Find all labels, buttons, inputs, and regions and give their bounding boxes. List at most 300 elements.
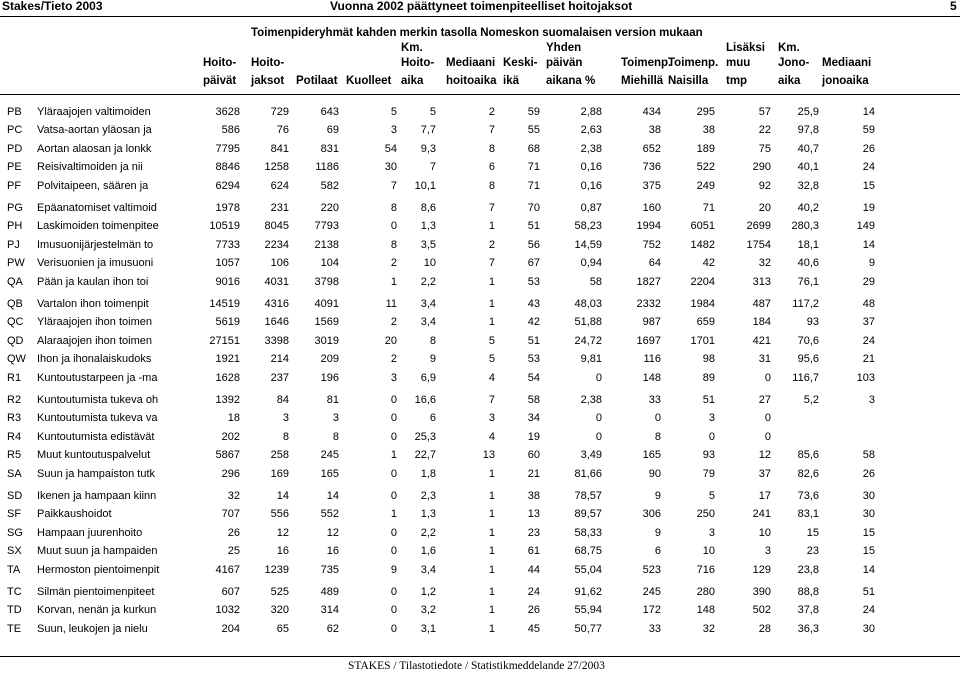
cell-km-jonoaika: 93 <box>806 316 819 329</box>
cell-lisaksi-muu-tmp: 32 <box>758 257 771 270</box>
cell-kuolleet: 0 <box>390 604 397 617</box>
header-mediaani-jonoaika-1: Mediaani <box>822 57 872 69</box>
cell-mediaani-hoitoaika: 5 <box>488 334 495 347</box>
cell-km-jonoaika: 18,1 <box>797 238 819 251</box>
cell-mediaani-jonoaika: 24 <box>862 334 875 347</box>
cell-km-hoitoaika: 10 <box>423 257 436 270</box>
header-hoitojaksot-2: jaksot <box>251 75 285 87</box>
cell-toimenp-miehilla: 523 <box>642 563 661 576</box>
cell-keski-ika: 60 <box>527 449 540 462</box>
cell-mediaani-jonoaika: 24 <box>862 161 875 174</box>
cell-hoitopaivat: 296 <box>221 467 240 480</box>
header-km-hoitoaika-1: Km. <box>401 42 423 54</box>
cell-hoitopaivat: 204 <box>221 622 240 635</box>
cell-mediaani-jonoaika: 30 <box>862 508 875 521</box>
cell-name: Reisivaltimoiden ja nii <box>37 161 143 174</box>
cell-potilaat: 165 <box>320 467 339 480</box>
cell-km-hoitoaika: 9 <box>429 353 436 366</box>
cell-name: Kuntoutumista tukeva va <box>37 412 158 425</box>
cell-toimenp-naisilla: 0 <box>708 430 715 443</box>
cell-lisaksi-muu-tmp: 37 <box>758 467 771 480</box>
cell-yhden-paivan: 58,23 <box>574 220 602 233</box>
cell-code: R2 <box>7 394 22 406</box>
cell-lisaksi-muu-tmp: 487 <box>752 298 771 310</box>
cell-toimenp-naisilla: 1482 <box>690 238 715 251</box>
cell-yhden-paivan: 14,59 <box>574 238 602 251</box>
cell-toimenp-naisilla: 1701 <box>690 334 715 347</box>
cell-yhden-paivan: 2,38 <box>580 394 602 406</box>
cell-hoitopaivat: 202 <box>221 430 240 443</box>
cell-hoitopaivat: 1057 <box>215 257 240 270</box>
cell-km-hoitoaika: 22,7 <box>414 449 436 462</box>
cell-km-hoitoaika: 6,9 <box>420 371 436 384</box>
cell-name: Muut kuntoutuspalvelut <box>37 449 151 462</box>
cell-lisaksi-muu-tmp: 28 <box>758 622 771 635</box>
cell-keski-ika: 70 <box>527 202 540 214</box>
cell-hoitopaivat: 7795 <box>215 142 240 155</box>
cell-toimenp-miehilla: 90 <box>648 467 661 480</box>
cell-keski-ika: 44 <box>527 563 540 576</box>
cell-potilaat: 831 <box>320 142 339 155</box>
cell-kuolleet: 54 <box>384 142 397 155</box>
cell-mediaani-hoitoaika: 8 <box>488 179 495 192</box>
cell-mediaani-jonoaika: 59 <box>862 124 875 137</box>
cell-hoitojaksot: 65 <box>276 622 289 635</box>
cell-yhden-paivan: 55,94 <box>574 604 602 617</box>
cell-keski-ika: 58 <box>527 394 540 406</box>
cell-name: Pään ja kaulan ihon toi <box>37 275 149 288</box>
cell-mediaani-jonoaika: 26 <box>862 467 875 480</box>
cell-hoitojaksot: 237 <box>270 371 289 384</box>
cell-potilaat: 104 <box>320 257 339 270</box>
cell-toimenp-miehilla: 160 <box>642 202 661 214</box>
cell-mediaani-hoitoaika: 1 <box>488 490 495 502</box>
cell-lisaksi-muu-tmp: 241 <box>752 508 771 521</box>
cell-kuolleet: 0 <box>390 545 397 558</box>
cell-kuolleet: 2 <box>390 257 397 270</box>
cell-km-jonoaika: 37,8 <box>797 604 819 617</box>
cell-km-hoitoaika: 3,2 <box>420 604 436 617</box>
cell-km-hoitoaika: 8,6 <box>420 202 436 214</box>
cell-yhden-paivan: 0,16 <box>580 161 602 174</box>
cell-yhden-paivan: 2,38 <box>580 142 602 155</box>
cell-km-hoitoaika: 3,4 <box>420 563 436 576</box>
cell-keski-ika: 51 <box>527 220 540 233</box>
cell-code: PC <box>7 124 23 137</box>
cell-km-hoitoaika: 3,4 <box>420 298 436 310</box>
cell-keski-ika: 71 <box>527 179 540 192</box>
cell-toimenp-miehilla: 33 <box>648 394 661 406</box>
cell-potilaat: 12 <box>326 526 339 539</box>
cell-yhden-paivan: 78,57 <box>574 490 602 502</box>
header-kuolleet: Kuolleet <box>346 75 392 87</box>
cell-hoitopaivat: 5867 <box>215 449 240 462</box>
cell-km-hoitoaika: 6 <box>429 412 436 425</box>
cell-name: Silmän pientoimenpiteet <box>37 586 155 598</box>
cell-toimenp-naisilla: 659 <box>696 316 715 329</box>
cell-potilaat: 209 <box>320 353 339 366</box>
cell-toimenp-naisilla: 38 <box>702 124 715 137</box>
cell-potilaat: 220 <box>320 202 339 214</box>
cell-km-jonoaika: 25,9 <box>797 106 819 118</box>
cell-toimenp-naisilla: 32 <box>702 622 715 635</box>
cell-potilaat: 69 <box>326 124 339 137</box>
cell-code: PE <box>7 161 22 174</box>
cell-toimenp-naisilla: 249 <box>696 179 715 192</box>
footer-rule <box>0 656 960 657</box>
cell-km-jonoaika: 40,2 <box>797 202 819 214</box>
cell-hoitojaksot: 231 <box>270 202 289 214</box>
header-mediaani-jonoaika-2: jonoaika <box>822 75 869 87</box>
report-source: Stakes/Tieto 2003 <box>2 0 103 13</box>
cell-kuolleet: 1 <box>390 449 397 462</box>
cell-hoitopaivat: 27151 <box>209 334 240 347</box>
cell-mediaani-hoitoaika: 7 <box>488 257 495 270</box>
cell-hoitopaivat: 9016 <box>215 275 240 288</box>
header-lisaksi-1: Lisäksi <box>726 42 765 54</box>
cell-yhden-paivan: 58,33 <box>574 526 602 539</box>
header-hoitopaivat-1: Hoito- <box>203 57 237 69</box>
cell-km-hoitoaika: 1,3 <box>420 508 436 521</box>
cell-name: Muut suun ja hampaiden <box>37 545 158 558</box>
cell-code: SX <box>7 545 22 558</box>
cell-code: PW <box>7 257 25 270</box>
cell-mediaani-jonoaika: 26 <box>862 142 875 155</box>
cell-km-jonoaika: 40,7 <box>797 142 819 155</box>
cell-mediaani-jonoaika: 24 <box>862 604 875 617</box>
cell-yhden-paivan: 0,16 <box>580 179 602 192</box>
cell-kuolleet: 7 <box>390 179 397 192</box>
cell-hoitopaivat: 8846 <box>215 161 240 174</box>
cell-hoitojaksot: 8045 <box>264 220 289 233</box>
cell-potilaat: 7793 <box>314 220 339 233</box>
cell-toimenp-miehilla: 652 <box>642 142 661 155</box>
cell-km-jonoaika: 40,1 <box>797 161 819 174</box>
cell-mediaani-jonoaika: 48 <box>862 298 875 310</box>
cell-toimenp-naisilla: 716 <box>696 563 715 576</box>
cell-kuolleet: 0 <box>390 430 397 443</box>
cell-potilaat: 3 <box>332 412 339 425</box>
cell-yhden-paivan: 9,81 <box>580 353 602 366</box>
cell-km-hoitoaika: 1,3 <box>420 220 436 233</box>
header-toimenp-miehilla-2: Miehillä <box>621 75 664 87</box>
cell-keski-ika: 67 <box>527 257 540 270</box>
cell-name: Hampaan juurenhoito <box>37 526 143 539</box>
cell-kuolleet: 0 <box>390 622 397 635</box>
cell-potilaat: 489 <box>320 586 339 598</box>
cell-potilaat: 4091 <box>314 298 339 310</box>
cell-mediaani-hoitoaika: 7 <box>488 202 495 214</box>
cell-mediaani-jonoaika: 51 <box>862 586 875 598</box>
cell-toimenp-naisilla: 89 <box>702 371 715 384</box>
cell-mediaani-jonoaika: 19 <box>862 202 875 214</box>
header-potilaat: Potilaat <box>296 75 338 87</box>
cell-kuolleet: 2 <box>390 353 397 366</box>
cell-potilaat: 2138 <box>314 238 339 251</box>
cell-hoitopaivat: 18 <box>227 412 240 425</box>
cell-hoitopaivat: 14519 <box>209 298 240 310</box>
cell-km-hoitoaika: 1,8 <box>420 467 436 480</box>
cell-keski-ika: 43 <box>527 298 540 310</box>
cell-potilaat: 196 <box>320 371 339 384</box>
header-yhden-paivan-1: Yhden <box>546 42 582 54</box>
cell-toimenp-miehilla: 8 <box>654 430 661 443</box>
cell-potilaat: 3019 <box>314 334 339 347</box>
cell-toimenp-naisilla: 3 <box>708 412 715 425</box>
cell-toimenp-miehilla: 33 <box>648 622 661 635</box>
header-yhden-paivan-3: aikana % <box>546 75 596 87</box>
cell-name: Kuntoutustarpeen ja -ma <box>37 371 158 384</box>
cell-km-jonoaika: 83,1 <box>797 508 819 521</box>
cell-toimenp-naisilla: 79 <box>702 467 715 480</box>
cell-name: Paikkaushoidot <box>37 508 112 521</box>
cell-keski-ika: 45 <box>527 622 540 635</box>
cell-km-jonoaika: 36,3 <box>797 622 819 635</box>
cell-toimenp-naisilla: 51 <box>702 394 715 406</box>
cell-hoitopaivat: 25 <box>227 545 240 558</box>
cell-toimenp-naisilla: 295 <box>696 106 715 118</box>
cell-toimenp-miehilla: 375 <box>642 179 661 192</box>
cell-toimenp-miehilla: 306 <box>642 508 661 521</box>
header-keski-ika-2: ikä <box>503 75 519 87</box>
cell-keski-ika: 21 <box>527 467 540 480</box>
cell-mediaani-jonoaika: 9 <box>868 257 875 270</box>
cell-lisaksi-muu-tmp: 129 <box>752 563 771 576</box>
cell-hoitojaksot: 258 <box>270 449 289 462</box>
cell-toimenp-naisilla: 280 <box>696 586 715 598</box>
cell-name: Vatsa-aortan yläosan ja <box>37 124 152 137</box>
cell-toimenp-naisilla: 2204 <box>690 275 715 288</box>
cell-hoitojaksot: 729 <box>270 106 289 118</box>
cell-km-jonoaika: 32,8 <box>797 179 819 192</box>
cell-mediaani-jonoaika: 58 <box>862 449 875 462</box>
cell-potilaat: 1569 <box>314 316 339 329</box>
cell-mediaani-jonoaika: 14 <box>862 563 875 576</box>
header-km-hoitoaika-3: aika <box>401 75 424 87</box>
cell-hoitojaksot: 320 <box>270 604 289 617</box>
cell-toimenp-naisilla: 93 <box>702 449 715 462</box>
cell-km-hoitoaika: 10,1 <box>414 179 436 192</box>
cell-name: Ikenen ja hampaan kiinn <box>37 490 157 502</box>
cell-mediaani-hoitoaika: 1 <box>488 563 495 576</box>
cell-mediaani-hoitoaika: 7 <box>488 394 495 406</box>
cell-kuolleet: 1 <box>390 508 397 521</box>
cell-mediaani-jonoaika: 103 <box>856 371 875 384</box>
cell-toimenp-miehilla: 172 <box>642 604 661 617</box>
cell-yhden-paivan: 24,72 <box>574 334 602 347</box>
cell-mediaani-jonoaika: 14 <box>862 106 875 118</box>
cell-mediaani-hoitoaika: 1 <box>488 526 495 539</box>
cell-lisaksi-muu-tmp: 75 <box>758 142 771 155</box>
cell-toimenp-miehilla: 165 <box>642 449 661 462</box>
cell-hoitopaivat: 7733 <box>215 238 240 251</box>
cell-lisaksi-muu-tmp: 313 <box>752 275 771 288</box>
cell-hoitojaksot: 3 <box>282 412 289 425</box>
cell-yhden-paivan: 50,77 <box>574 622 602 635</box>
cell-kuolleet: 3 <box>390 124 397 137</box>
cell-kuolleet: 9 <box>390 563 397 576</box>
cell-km-jonoaika: 82,6 <box>797 467 819 480</box>
cell-code: QA <box>7 275 23 288</box>
cell-mediaani-jonoaika: 149 <box>856 220 875 233</box>
cell-hoitojaksot: 1258 <box>264 161 289 174</box>
cell-code: R1 <box>7 371 22 384</box>
cell-mediaani-hoitoaika: 1 <box>488 622 495 635</box>
cell-lisaksi-muu-tmp: 20 <box>758 202 771 214</box>
cell-code: PF <box>7 179 22 192</box>
report-title: Vuonna 2002 päättyneet toimenpiteelliset hoitojaksot <box>330 0 633 13</box>
cell-keski-ika: 26 <box>527 604 540 617</box>
cell-kuolleet: 0 <box>390 490 397 502</box>
cell-code: SF <box>7 508 22 521</box>
cell-potilaat: 552 <box>320 508 339 521</box>
header-toimenp-naisilla-2: Naisilla <box>668 75 709 87</box>
cell-code: R5 <box>7 449 22 462</box>
cell-toimenp-miehilla: 64 <box>648 257 661 270</box>
cell-mediaani-hoitoaika: 3 <box>488 412 495 425</box>
cell-mediaani-jonoaika: 3 <box>868 394 875 406</box>
header-hoitopaivat-2: päivät <box>203 75 237 87</box>
cell-keski-ika: 71 <box>527 161 540 174</box>
cell-potilaat: 3798 <box>314 275 339 288</box>
cell-toimenp-miehilla: 9 <box>654 526 661 539</box>
cell-hoitojaksot: 76 <box>276 124 289 137</box>
cell-code: PD <box>7 142 23 155</box>
cell-toimenp-naisilla: 6051 <box>690 220 715 233</box>
cell-code: QB <box>7 298 23 310</box>
cell-yhden-paivan: 0,87 <box>580 202 602 214</box>
cell-code: QD <box>7 334 24 347</box>
header-km-jonoaika-3: aika <box>778 75 801 87</box>
cell-toimenp-miehilla: 987 <box>642 316 661 329</box>
cell-lisaksi-muu-tmp: 3 <box>764 545 771 558</box>
cell-lisaksi-muu-tmp: 502 <box>752 604 771 617</box>
cell-km-hoitoaika: 9,3 <box>420 142 436 155</box>
cell-km-hoitoaika: 3,4 <box>420 316 436 329</box>
cell-code: QC <box>7 316 24 329</box>
cell-code: SG <box>7 526 23 539</box>
cell-name: Yläraajojen valtimoiden <box>37 106 151 118</box>
cell-name: Ihon ja ihonalaiskudoks <box>37 353 152 366</box>
cell-mediaani-jonoaika: 29 <box>862 275 875 288</box>
header-km-jonoaika-2: Jono- <box>778 57 810 69</box>
cell-mediaani-jonoaika: 15 <box>862 179 875 192</box>
cell-name: Alaraajojen ihon toimen <box>37 334 152 347</box>
cell-mediaani-jonoaika: 37 <box>862 316 875 329</box>
cell-yhden-paivan: 81,66 <box>574 467 602 480</box>
cell-code: R4 <box>7 430 22 443</box>
cell-hoitopaivat: 1392 <box>215 394 240 406</box>
cell-keski-ika: 42 <box>527 316 540 329</box>
cell-potilaat: 1186 <box>315 161 339 174</box>
cell-code: TC <box>7 586 22 598</box>
table-subtitle: Toimenpideryhmät kahden merkin tasolla Nomeskon suomalaisen version mukaan <box>251 27 703 39</box>
cell-lisaksi-muu-tmp: 27 <box>758 394 771 406</box>
cell-keski-ika: 53 <box>527 353 540 366</box>
cell-keski-ika: 24 <box>527 586 540 598</box>
cell-toimenp-miehilla: 1994 <box>636 220 661 233</box>
cell-lisaksi-muu-tmp: 421 <box>752 334 771 347</box>
header-mediaani-hoitoaika-2: hoitoaika <box>446 75 497 87</box>
cell-mediaani-jonoaika: 30 <box>862 490 875 502</box>
cell-km-jonoaika: 5,2 <box>803 394 819 406</box>
cell-lisaksi-muu-tmp: 390 <box>752 586 771 598</box>
cell-km-jonoaika: 23,8 <box>797 563 819 576</box>
cell-code: TD <box>7 604 22 617</box>
cell-yhden-paivan: 0 <box>595 371 602 384</box>
cell-hoitopaivat: 1628 <box>215 371 240 384</box>
cell-code: QW <box>7 353 26 366</box>
cell-kuolleet: 8 <box>390 238 397 251</box>
cell-keski-ika: 56 <box>527 238 540 251</box>
cell-keski-ika: 23 <box>527 526 540 539</box>
cell-potilaat: 643 <box>320 106 339 118</box>
cell-keski-ika: 54 <box>527 371 540 384</box>
cell-hoitojaksot: 525 <box>270 586 289 598</box>
cell-lisaksi-muu-tmp: 290 <box>752 161 771 174</box>
cell-toimenp-miehilla: 148 <box>642 371 661 384</box>
cell-mediaani-jonoaika: 21 <box>862 353 875 366</box>
cell-toimenp-naisilla: 42 <box>702 257 715 270</box>
cell-mediaani-hoitoaika: 1 <box>488 586 495 598</box>
cell-km-jonoaika: 117,2 <box>792 298 819 310</box>
cell-mediaani-hoitoaika: 1 <box>488 316 495 329</box>
cell-km-jonoaika: 85,6 <box>797 449 819 462</box>
cell-kuolleet: 0 <box>390 586 397 598</box>
cell-name: Verisuonien ja imusuoni <box>37 257 154 270</box>
cell-toimenp-miehilla: 6 <box>654 545 661 558</box>
cell-km-hoitoaika: 1,6 <box>420 545 436 558</box>
cell-hoitojaksot: 214 <box>270 353 289 366</box>
cell-kuolleet: 8 <box>390 202 397 214</box>
cell-mediaani-hoitoaika: 1 <box>488 467 495 480</box>
cell-mediaani-hoitoaika: 2 <box>488 106 495 118</box>
cell-code: R3 <box>7 412 22 425</box>
cell-mediaani-jonoaika: 15 <box>862 526 875 539</box>
cell-hoitojaksot: 624 <box>270 179 289 192</box>
cell-yhden-paivan: 89,57 <box>574 508 602 521</box>
cell-km-hoitoaika: 7 <box>429 161 436 174</box>
cell-code: TA <box>7 563 21 576</box>
cell-hoitojaksot: 1646 <box>264 316 289 329</box>
cell-hoitopaivat: 32 <box>227 490 240 502</box>
cell-km-hoitoaika: 3,1 <box>420 622 436 635</box>
cell-keski-ika: 61 <box>527 545 540 558</box>
cell-hoitojaksot: 1239 <box>264 563 289 576</box>
cell-hoitojaksot: 84 <box>276 394 289 406</box>
cell-kuolleet: 20 <box>384 334 397 347</box>
cell-km-jonoaika: 23 <box>806 545 819 558</box>
cell-yhden-paivan: 55,04 <box>574 563 602 576</box>
header-lisaksi-2: muu <box>726 57 751 69</box>
cell-km-hoitoaika: 16,6 <box>414 394 436 406</box>
cell-km-hoitoaika: 2,2 <box>420 526 436 539</box>
cell-mediaani-hoitoaika: 6 <box>488 161 495 174</box>
cell-km-hoitoaika: 1,2 <box>420 586 436 598</box>
cell-lisaksi-muu-tmp: 57 <box>758 106 771 118</box>
cell-hoitojaksot: 169 <box>270 467 289 480</box>
header-km-jonoaika-1: Km. <box>778 42 800 54</box>
cell-hoitopaivat: 3628 <box>215 106 240 118</box>
header-lisaksi-3: tmp <box>726 75 748 87</box>
cell-yhden-paivan: 68,75 <box>574 545 602 558</box>
cell-name: Polvitaipeen, säären ja <box>37 179 149 192</box>
cell-potilaat: 62 <box>326 622 339 635</box>
cell-name: Aortan alaosan ja lonkk <box>37 142 152 155</box>
cell-kuolleet: 0 <box>390 220 397 233</box>
cell-lisaksi-muu-tmp: 31 <box>758 353 771 366</box>
cell-name: Suun ja hampaiston tutk <box>37 467 156 480</box>
